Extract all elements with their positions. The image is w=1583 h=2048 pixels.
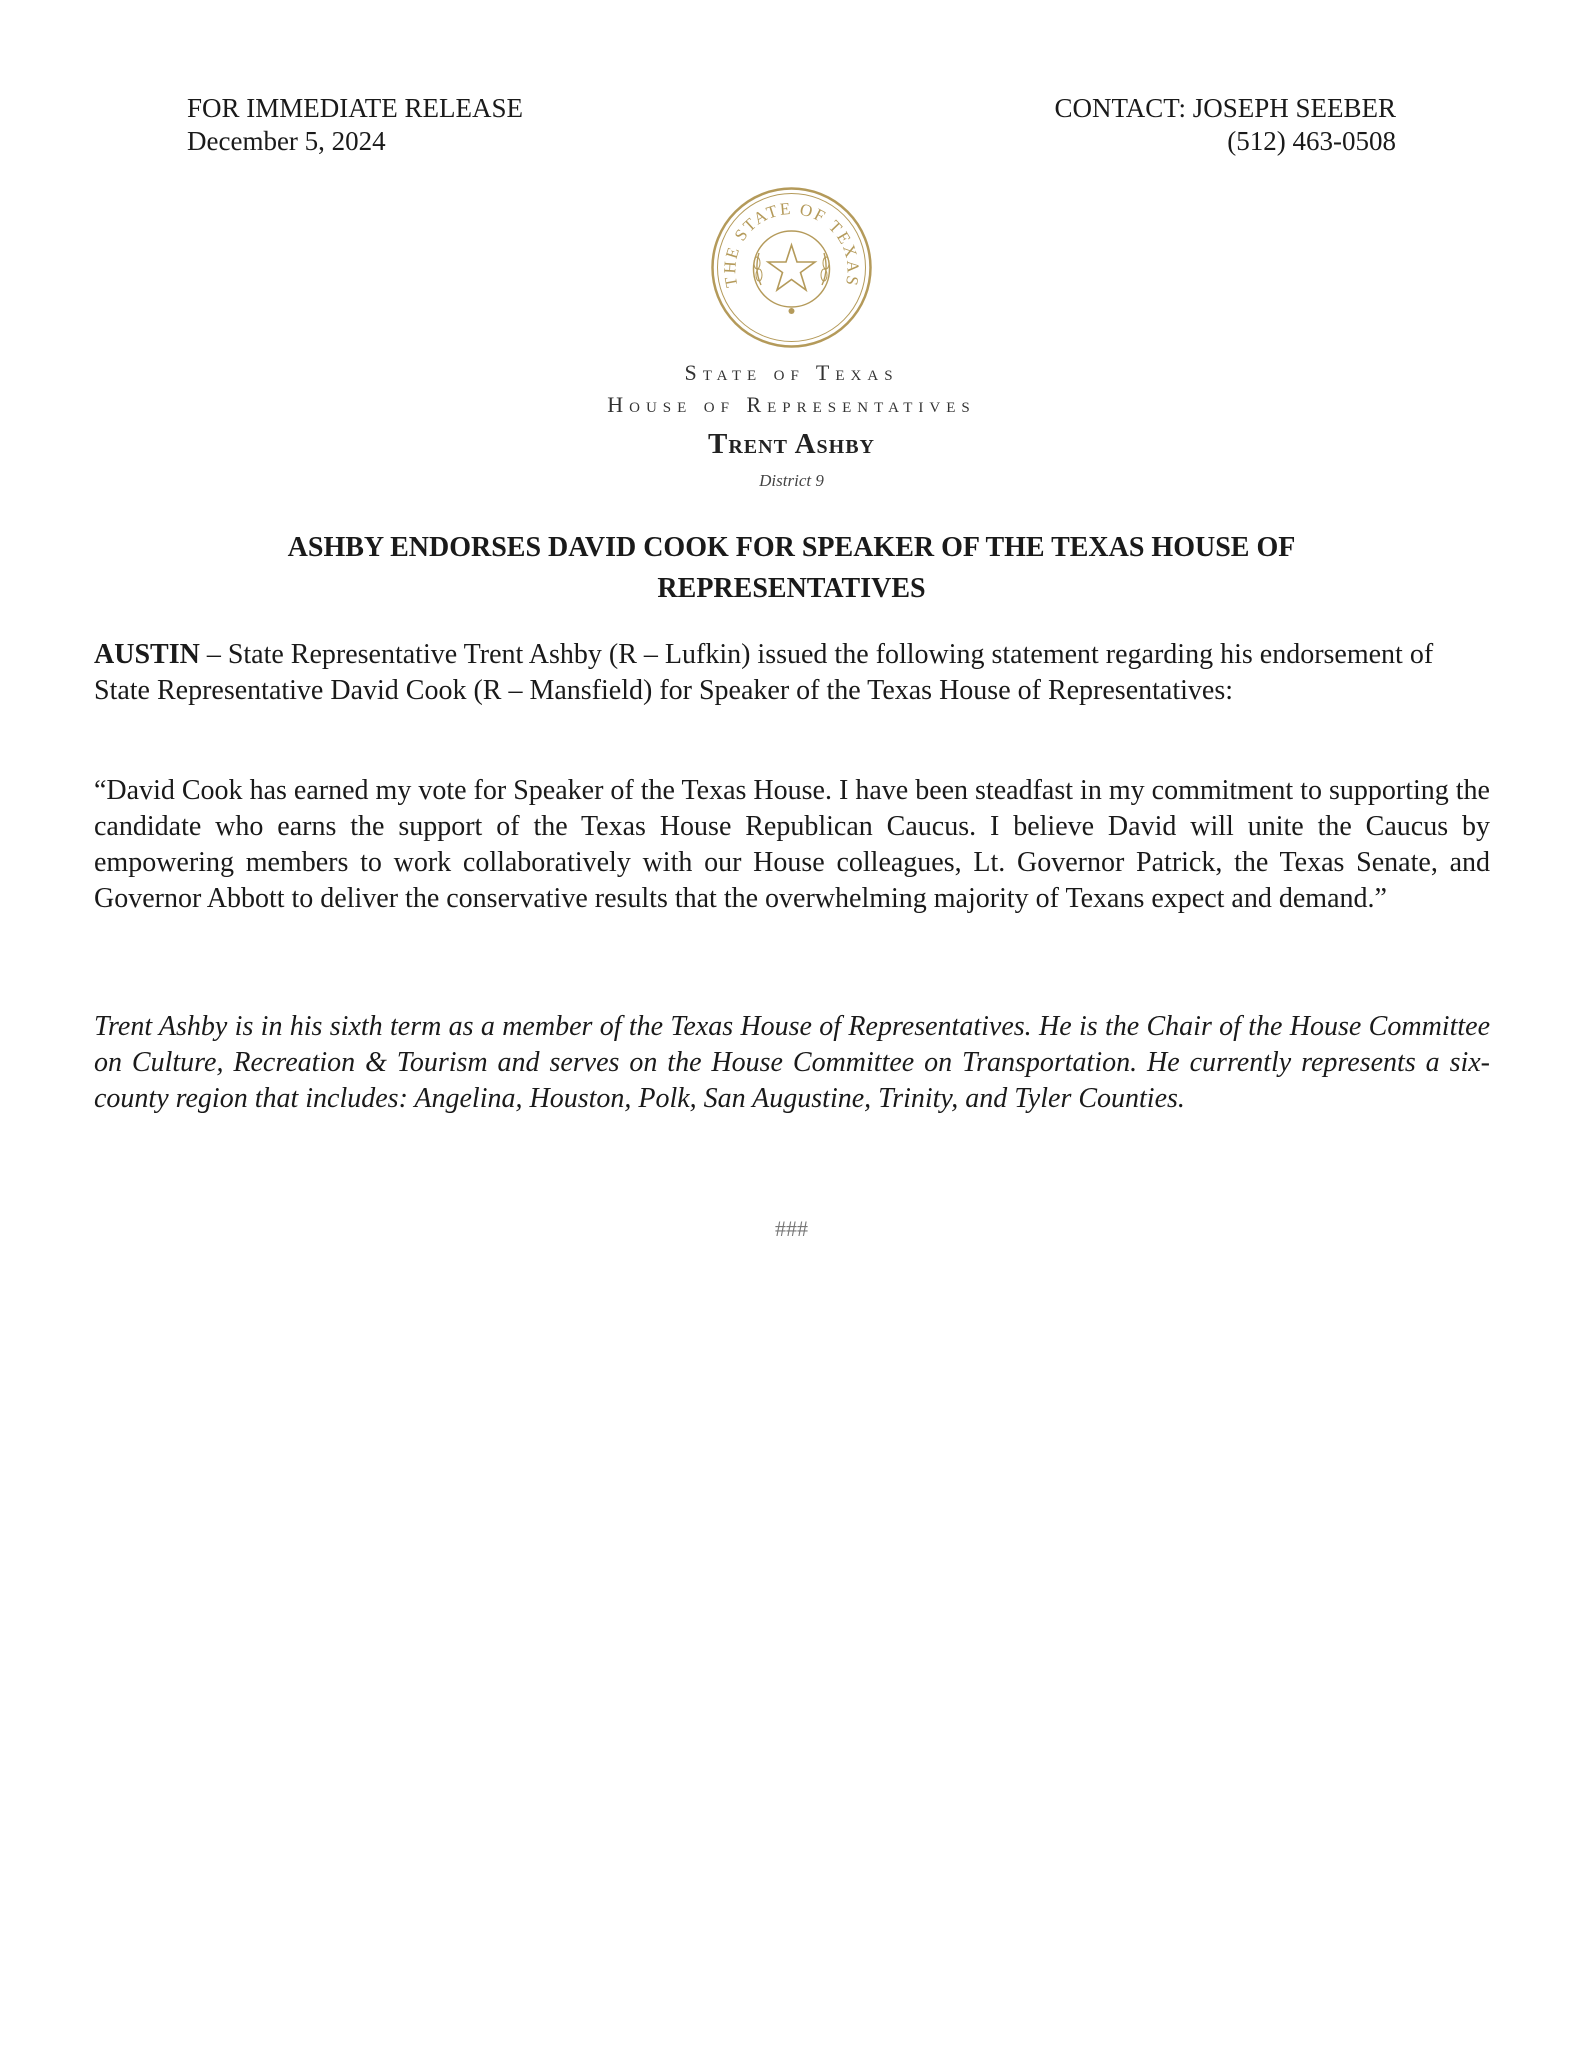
intro-text: – State Representative Trent Ashby (R – Lufkin) issued the following statement regarding his endorsement of State Representative David Cook (R – Mansfield) for Speaker of the Texas House of Representatives: xyxy=(94,639,1434,706)
end-mark: ### xyxy=(775,1216,808,1241)
seal-text: THE STATE OF TEXAS xyxy=(720,198,863,289)
release-label: FOR IMMEDIATE RELEASE xyxy=(187,93,523,123)
press-release-headline: ASHBY ENDORSES DAVID COOK FOR SPEAKER OF THE TEXAS HOUSE OF REPRESENTATIVES xyxy=(287,532,1296,604)
quote-paragraph: “David Cook has earned my vote for Speaker of the Texas House. I have been steadfast in my commitment to supporting the candidate who earns the support of the Texas House Republican Caucus. I believe David will unite the Caucus by empowering members to work collaboratively with our House colleagues, Lt. Governor Patrick, the Texas Senate, and Governor Abbott to deliver the conservative results that the overwhelming majority of Texans expect and demand.” xyxy=(94,775,1490,914)
release-header xyxy=(187,92,523,158)
dateline: AUSTIN xyxy=(94,639,200,670)
office-state: State of Texas xyxy=(684,360,899,385)
representative-name: Trent Ashby xyxy=(708,428,875,460)
bio-paragraph: Trent Ashby is in his sixth term as a member of the Texas House of Representatives. He is the Chair of the House Committee on Culture, Recreation & Tourism and serves on the House Committee on Transportation. He currently represents a six-county region that includes: Angelina, Houston, Polk, San Augustine, Trinity, and Tyler Counties. xyxy=(94,1011,1490,1114)
texas-seal-icon xyxy=(709,185,874,350)
contact-phone: (512) 463-0508 xyxy=(1227,126,1396,156)
contact-label: CONTACT: JOSEPH SEEBER xyxy=(1054,93,1396,123)
district-label: District 9 xyxy=(759,471,824,490)
contact-header xyxy=(1054,92,1396,158)
intro-paragraph xyxy=(94,637,1490,709)
office-house: House of Representatives xyxy=(607,392,976,417)
release-date: December 5, 2024 xyxy=(187,126,386,156)
